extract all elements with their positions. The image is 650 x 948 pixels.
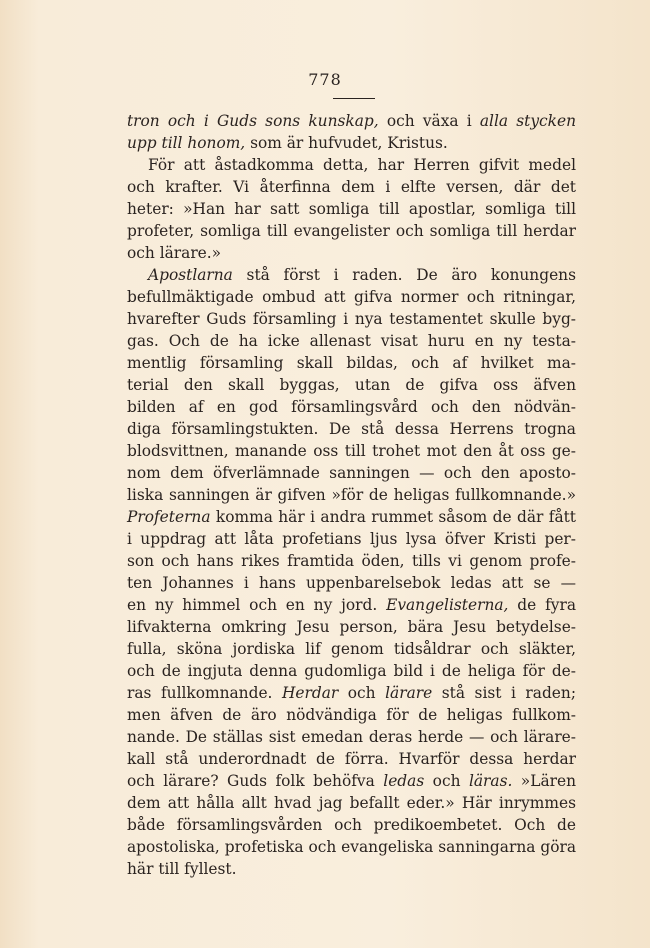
text-line: blodsvittnen, manande oss till trohet mot den åt oss ge- <box>127 442 576 460</box>
text-line: heter: »Han har satt somliga till apostlar, somliga till <box>127 200 576 218</box>
body-text <box>127 110 576 880</box>
text-line: och lärare.» <box>127 244 222 262</box>
text-line: apostoliska, profetiska och evangeliska sanningarna göra <box>127 838 576 856</box>
text-line: men äfven de äro nödvändiga för de heligas fullkom- <box>127 706 576 724</box>
text-line: och de ingjuta denna gudomliga bild i de heliga för de- <box>127 662 576 680</box>
text-line: profeter, somliga till evangelister och somliga till herdar <box>127 222 576 240</box>
text-line: lifvakterna omkring Jesu person, bära Jesu betydelse- <box>127 618 576 636</box>
text-line: hvarefter Guds församling i nya testamentet skulle byg- <box>127 310 576 328</box>
text-line: och lärare? Guds folk behöfva ledas och läras. »Lären <box>127 772 576 790</box>
text-line: Profeterna komma här i andra rummet såsom de där fått <box>127 508 576 526</box>
text-line: Apostlarna stå först i raden. De äro konungens <box>148 266 576 284</box>
text-line: ten Johannes i hans uppenbarelsebok ledas att se — <box>127 574 576 592</box>
page-number: 778 <box>308 70 342 89</box>
text-line: gas. Och de ha icke allenast visat huru en ny testa- <box>127 332 576 350</box>
text-line: nande. De ställas sist emedan deras herde — och lärare- <box>127 728 576 746</box>
text-line: upp till honom, som är hufvudet, Kristus. <box>127 134 448 152</box>
text-line: terial den skall byggas, utan de gifva oss äfven <box>127 376 576 394</box>
text-line: en ny himmel och en ny jord. Evangelisterna, de fyra <box>127 596 576 614</box>
text-line: fulla, sköna jordiska lif genom tidsåldrar och släkter, <box>127 640 576 658</box>
text-line: dem att hålla allt hvad jag befallt eder.» Här inrymmes <box>127 794 576 812</box>
text-line: bilden af en god församlingsvård och den nödvän- <box>127 398 576 416</box>
text-line: tron och i Guds sons kunskap, och växa i alla stycken <box>127 112 576 130</box>
text-line: liska sanningen är gifven »för de heligas fullkomnande.» <box>127 486 576 504</box>
text-line: befullmäktigade ombud att gifva normer och ritningar, <box>127 288 576 306</box>
text-line: kall stå underordnadt de förra. Hvarför dessa herdar <box>127 750 576 768</box>
text-line: mentlig församling skall bildas, och af hvilket ma- <box>127 354 576 372</box>
text-line: och krafter. Vi återfinna dem i elfte versen, där det <box>127 178 576 196</box>
text-line: diga församlingstukten. De stå dessa Herrens trogna <box>127 420 576 438</box>
page-number-rule <box>333 98 375 99</box>
text-line: nom dem öfverlämnade sanningen — och den aposto- <box>127 464 576 482</box>
text-line: ras fullkomnande. Herdar och lärare stå sist i raden; <box>127 684 577 702</box>
text-line: i uppdrag att låta profetians ljus lysa öfver Kristi per- <box>127 530 576 548</box>
text-line: son och hans rikes framtida öden, tills vi genom profe- <box>127 552 576 570</box>
text-line: För att åstadkomma detta, har Herren gifvit medel <box>148 156 576 174</box>
text-line: här till fyllest. <box>127 860 237 878</box>
text-line: både församlingsvården och predikoembetet. Och de <box>127 816 576 834</box>
